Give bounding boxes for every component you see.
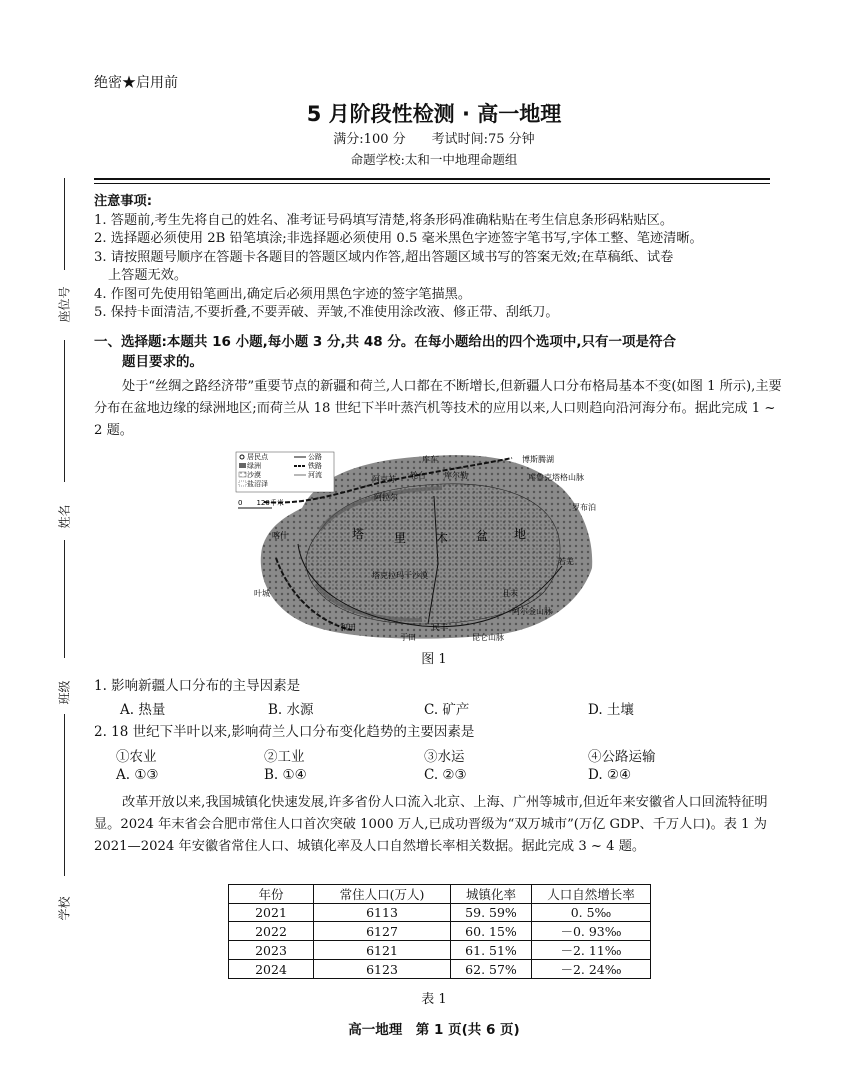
divider (64, 178, 65, 270)
q2-option-a[interactable]: A. ①③ (116, 767, 159, 783)
q1-option-a[interactable]: A. 热量 (120, 702, 166, 718)
notice-heading: 注意事项: (94, 194, 153, 209)
place-label: 轮台 (410, 471, 426, 480)
table-header-row (229, 885, 651, 904)
basin-char: 地 (514, 527, 527, 541)
place-label: 博斯腾湖 (522, 455, 554, 464)
binding-sidebar (28, 178, 88, 948)
table-header: 常住人口(万人) (314, 885, 451, 904)
legend-oasis: 绿洲 (247, 462, 261, 470)
q1-option-d[interactable]: D. 土壤 (588, 702, 634, 718)
place-label: 喀什 (272, 531, 288, 540)
table-header: 人口自然增长率 (532, 885, 651, 904)
legend-river: 河流 (308, 471, 322, 479)
table-cell: 61. 51% (451, 941, 532, 960)
section-heading (94, 332, 784, 372)
place-label: 库尔勒 (444, 471, 468, 480)
score-time: 满分:100 分 考试时间:75 分钟 (333, 132, 535, 147)
table-cell: 62. 57% (451, 960, 532, 979)
table-row (229, 904, 651, 922)
question-2 (94, 722, 784, 742)
table-cell: 6127 (314, 922, 451, 941)
map-scale: 0 120千米 (238, 499, 284, 507)
table-cell: 6113 (314, 904, 451, 922)
table-row (229, 960, 651, 979)
table-caption: 表 1 (421, 992, 447, 1007)
notice-item: 4. 作图可先使用铅笔画出,确定后必须用黑色字迹的签字笔描黑。 (94, 286, 472, 302)
table-cell: －0. 93‰ (532, 922, 651, 941)
mountain-label: 昆仑山脉 (472, 633, 504, 642)
q2-item: ②工业 (264, 749, 305, 765)
place-label: 阿克苏 (372, 475, 396, 484)
section-line: 题目要求的。 (122, 354, 203, 370)
legend-railway: 铁路 (308, 462, 322, 470)
header-rule-thin (94, 183, 770, 184)
seat-number-label: 座位号 (57, 286, 72, 323)
figure-caption: 图 1 (421, 652, 447, 667)
header-rule (94, 178, 770, 180)
legend-desert: 沙漠 (247, 471, 261, 479)
place-label: 于田 (400, 633, 416, 642)
place-label: 库车 (422, 455, 438, 464)
desert-label: 塔克拉玛干沙漠 (372, 571, 428, 580)
table-cell: 6123 (314, 960, 451, 979)
table-cell: 60. 15% (451, 922, 532, 941)
question-stem: 2. 18 世纪下半叶以来,影响荷兰人口分布变化趋势的主要因素是 (94, 724, 475, 740)
basin-char: 木 (436, 531, 449, 545)
table-cell: －2. 11‰ (532, 941, 651, 960)
table-cell: 6121 (314, 941, 451, 960)
table-header: 城镇化率 (451, 885, 532, 904)
basin-char: 里 (394, 531, 407, 545)
table-cell: 2022 (229, 922, 314, 941)
table-cell: 2021 (229, 904, 314, 922)
divider (64, 714, 65, 876)
notice-item: 2. 选择题必须使用 2B 铅笔填涂;非选择题必须使用 0.5 毫米黑色字迹签字笔书写,字体工整、笔迹清晰。 (94, 231, 703, 246)
q2-option-b[interactable]: B. ①④ (264, 767, 307, 783)
notice-item-cont: 上答题无效。 (108, 268, 188, 283)
basin-char: 盆 (476, 529, 489, 543)
legend-road: 公路 (308, 453, 322, 461)
name-label: 姓名 (57, 504, 72, 529)
table-row (229, 941, 651, 960)
table-cell: －2. 24‰ (532, 960, 651, 979)
question-1 (94, 676, 784, 696)
q2-item: ④公路运输 (588, 749, 656, 765)
notice-item: 3. 请按照题号顺序在答题卡各题目的答题区域内作答,超出答题区域书写的答案无效;在草稿纸、试卷 (94, 249, 674, 265)
q2-item: ①农业 (116, 749, 157, 765)
table-cell: 0. 5‰ (532, 904, 651, 922)
passage-1: 处于“丝绸之路经济带”重要节点的新疆和荷兰,人口都在不断增长,但新疆人口分布格局基本不变(如图 1 所示),主要分布在盆地边缘的绿洲地区;而荷兰从 18 世纪下半叶蒸汽机等技术的应用以来,人口则趋向沿河海分布。据此完成 1 ~ 2 题。 (94, 379, 782, 438)
q1-option-c[interactable]: C. 矿产 (424, 702, 470, 718)
legend-settlement: 居民点 (247, 453, 268, 461)
q2-option-d[interactable]: D. ②④ (588, 767, 632, 783)
section-line: 一、选择题:本题共 16 小题,每小题 3 分,共 48 分。在每小题给出的四个选项中,只有一项是符合 (94, 334, 676, 350)
school-label: 学校 (57, 896, 72, 921)
notice-item: 5. 保持卡面清洁,不要折叠,不要弄破、弄皱,不准使用涂改液、修正带、刮纸刀。 (94, 305, 559, 320)
place-label: 若羌 (558, 557, 574, 566)
place-label: 叶城 (254, 589, 270, 598)
place-label: 阿拉尔 (374, 493, 398, 502)
table-cell: 59. 59% (451, 904, 532, 922)
class-label: 班级 (57, 680, 72, 705)
table-cell: 2024 (229, 960, 314, 979)
place-label: 和田 (340, 623, 356, 632)
legend-salt-marsh: 盐沼泽 (247, 480, 268, 488)
place-label: 且末 (502, 589, 518, 598)
mountain-label: 库鲁克塔格山脉 (528, 473, 584, 482)
passage-2: 改革开放以来,我国城镇化快速发展,许多省份人口流入北京、上海、广州等城市,但近年来安徽省人口回流特征明显。2024 年末省会合肥市常住人口首次突破 1000 万人,已成功晋级为“双万城市”(万亿 GDP、千万人口)。表 1 为 2021—2024 年安徽省常住人口、城镇化率及人口自然增长率相关数据。据此完成 3 ~ 4 题。 (94, 795, 768, 854)
q2-item: ③水运 (424, 749, 465, 765)
q1-option-b[interactable]: B. 水源 (268, 702, 314, 718)
notice-item: 1. 答题前,考生先将自己的姓名、准考证号码填写清楚,将条形码准确粘贴在考生信息条形码粘贴区。 (94, 212, 674, 228)
confidential-label: 绝密★启用前 (94, 75, 178, 91)
place-label: 罗布泊 (572, 503, 596, 512)
question-stem: 1. 影响新疆人口分布的主导因素是 (94, 678, 301, 694)
place-label: 民丰 (432, 623, 448, 632)
divider (64, 340, 65, 482)
exam-title: 5 月阶段性检测 · 高一地理 (306, 102, 562, 126)
table-row (229, 922, 651, 941)
mountain-label: 阿尔金山脉 (512, 607, 552, 616)
setter-school: 命题学校:太和一中地理命题组 (350, 152, 518, 167)
table-cell: 2023 (229, 941, 314, 960)
notice-block (94, 193, 784, 323)
basin-char: 塔 (352, 527, 365, 541)
xinjiang-map (232, 448, 610, 644)
table-1 (228, 884, 651, 979)
page-footer: 高一地理 第 1 页(共 6 页) (348, 1022, 520, 1038)
table-header: 年份 (229, 885, 314, 904)
divider (64, 540, 65, 658)
q2-option-c[interactable]: C. ②③ (424, 767, 467, 783)
